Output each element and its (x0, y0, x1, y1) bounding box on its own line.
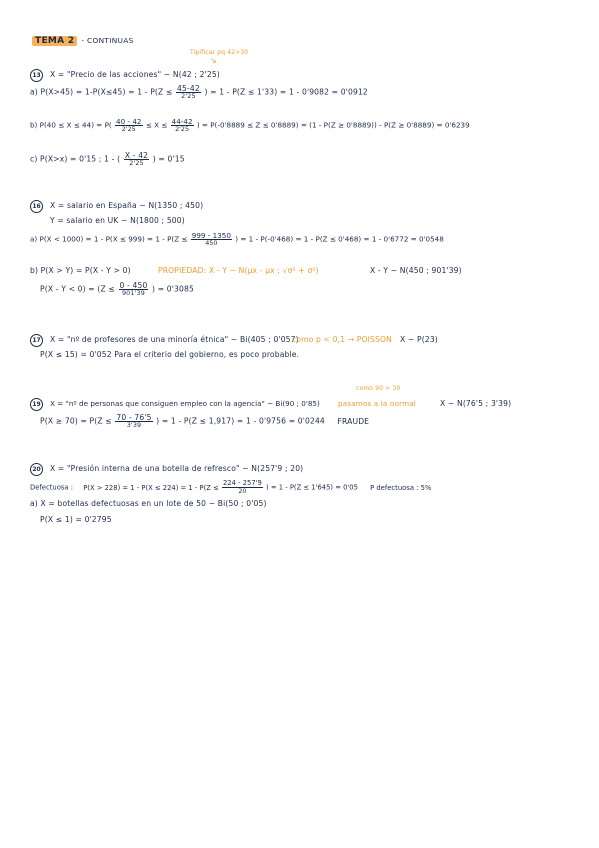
p20-def-mid: P(X > 228) = 1 - P(X ≤ 224) = 1 - P(Z ≤ (83, 483, 219, 492)
p16-b2-fraction (119, 282, 149, 297)
p19-denominator: 3'39 (126, 421, 142, 429)
p16-a-fraction (191, 232, 232, 247)
p13-a-pre: a) P(X>45) = 1-P(X≤45) = 1 - P(Z ≤ (30, 87, 173, 97)
p19-res-post: ) = 1 - P(Z ≤ 1,917) = 1 - 0'9756 = 0'0244 (156, 416, 325, 426)
p13-b-denominator1: 2'25 (121, 125, 136, 133)
title-highlight: TEMA 2 (32, 36, 77, 46)
p16-definition-y: Y = salario en UK ~ N(1800 ; 500) (50, 216, 185, 225)
p13-part-b (30, 118, 470, 133)
p16-a-numerator: 999 - 1350 (191, 231, 231, 240)
p13-c-post: ) = 0'15 (152, 154, 185, 164)
p16-a-post: ) = 1 - P(-0'468) = 1 - P(Z ≤ 0'468) = 1 - 0'6772 = 0'0548 (235, 234, 444, 244)
p13-b-fraction1 (115, 118, 142, 133)
p20-numerator: 224 - 257'9 (222, 479, 262, 487)
p13-b-mid: ≤ X ≤ (145, 120, 168, 130)
p19-res-end: FRAUDE (337, 416, 370, 426)
p20-denominator: 20 (238, 487, 247, 495)
p19-result (40, 414, 369, 429)
p13-b-post: ) = P(-0'8889 ≤ Z ≤ 0'8889) = (1 - P(Z ≥ 0'8889)) - P(Z ≥ 0'8889) = 0'6239 (196, 120, 470, 130)
p20-definition: X = "Presión interna de una botella de refresco" ~ N(257'9 ; 20) (50, 464, 304, 473)
problem-number-16: 16 (30, 200, 43, 213)
arrow-icon: ↘ (210, 56, 217, 65)
p19-res-pre: P(X ≥ 70) = P(Z ≤ (40, 416, 112, 426)
p19-numerator: 70 - 76'5 (116, 413, 152, 422)
p16-b-pre: b) P(X > Y) = P(X - Y > 0) (30, 266, 131, 275)
p13-part-a (30, 85, 368, 100)
p19-note2: pasamos a la normal (338, 399, 416, 408)
p13-definition: X = "Precio de las acciones" ~ N(42 ; 2'25) (50, 70, 220, 79)
p16-definition-x: X = salario en España ~ N(1350 ; 450) (50, 201, 204, 210)
p19-definition: X = "nº de personas que consiguen empleo con la agencia" ~ Bi(90 ; 0'85) (50, 399, 320, 408)
p13-b-numerator1: 40 - 42 (116, 117, 142, 126)
p20-def-post: ) = 1 - P(Z ≤ 1'645) = 0'05 (266, 483, 358, 492)
p16-a-pre: a) P(X < 1000) = 1 - P(X ≤ 999) = 1 - P(Z ≤ (30, 234, 188, 244)
p13-c-denominator: 2'25 (129, 159, 144, 167)
title-rest: - CONTINUAS (81, 36, 134, 45)
p17-definition: X = "nº de profesores de una minoría étnica" ~ Bi(405 ; 0'057) (50, 335, 299, 344)
p20-part-a: a) X = botellas defectuosas en un lote de 50 ~ Bi(50 ; 0'05) (30, 499, 267, 508)
p13-part-c (30, 152, 185, 167)
p13-a-fraction (176, 85, 201, 100)
p13-b-numerator2: 44-42 (171, 117, 193, 126)
p20-def-end: P defectuosa : 5% (370, 483, 432, 492)
p13-c-pre: c) P(X>x) = 0'15 ; 1 - ( (30, 154, 121, 164)
p13-c-fraction (124, 152, 149, 167)
p20-defectuosa (30, 480, 431, 495)
p20-def-pre: Defectuosa : (30, 483, 74, 492)
p19-note: como 90 > 30 (356, 385, 401, 392)
p16-part-a (30, 232, 444, 247)
p13-a-denominator: 2'25 (181, 92, 196, 100)
p19-fraction (115, 414, 152, 429)
p13-b-fraction2 (171, 118, 194, 133)
p13-b-pre: b) P(40 ≤ X ≤ 44) = P( (30, 120, 112, 130)
p17-note: como p < 0,1 → POISSON (292, 335, 392, 344)
p16-b2-numerator: 0 - 450 (119, 281, 148, 290)
p16-b-distribution: X - Y ~ N(450 ; 901'39) (370, 266, 462, 275)
problem-number-20: 20 (30, 463, 43, 476)
problem-number-17: 17 (30, 334, 43, 347)
p16-b2-denominator: 901'39 (121, 289, 145, 297)
p19-distribution: X ~ N(76'5 ; 3'39) (440, 399, 512, 408)
p16-b2-post: ) = 0'3085 (152, 284, 194, 294)
p17-result: P(X ≤ 15) = 0'052 Para el criterio del gobierno, es poco probable. (40, 350, 300, 359)
p13-c-numerator: X - 42 (124, 151, 149, 160)
p13-b-denominator2: 2'25 (175, 125, 190, 133)
page-title (32, 36, 134, 46)
top-note: Tipificar pq 42>30 (190, 49, 249, 56)
problem-number-19: 19 (30, 398, 43, 411)
p13-a-numerator: 45-42 (177, 84, 200, 93)
p13-a-post: ) = 1 - P(Z ≤ 1'33) = 1 - 0'9082 = 0'0912 (204, 87, 368, 97)
p16-b-property: PROPIEDAD: X - Y ~ N(μx - μx ; √σ² + σ²) (158, 266, 319, 275)
p16-b2-pre: P(X - Y < 0) = (Z ≤ (40, 284, 115, 294)
p20-fraction (222, 480, 263, 495)
problem-number-13: 13 (30, 69, 43, 82)
p16-a-denominator: 450 (205, 239, 218, 247)
p20-a-result: P(X ≤ 1) = 0'2795 (40, 515, 112, 524)
p17-distribution: X ~ P(23) (400, 335, 438, 344)
p16-part-b2 (40, 282, 194, 297)
